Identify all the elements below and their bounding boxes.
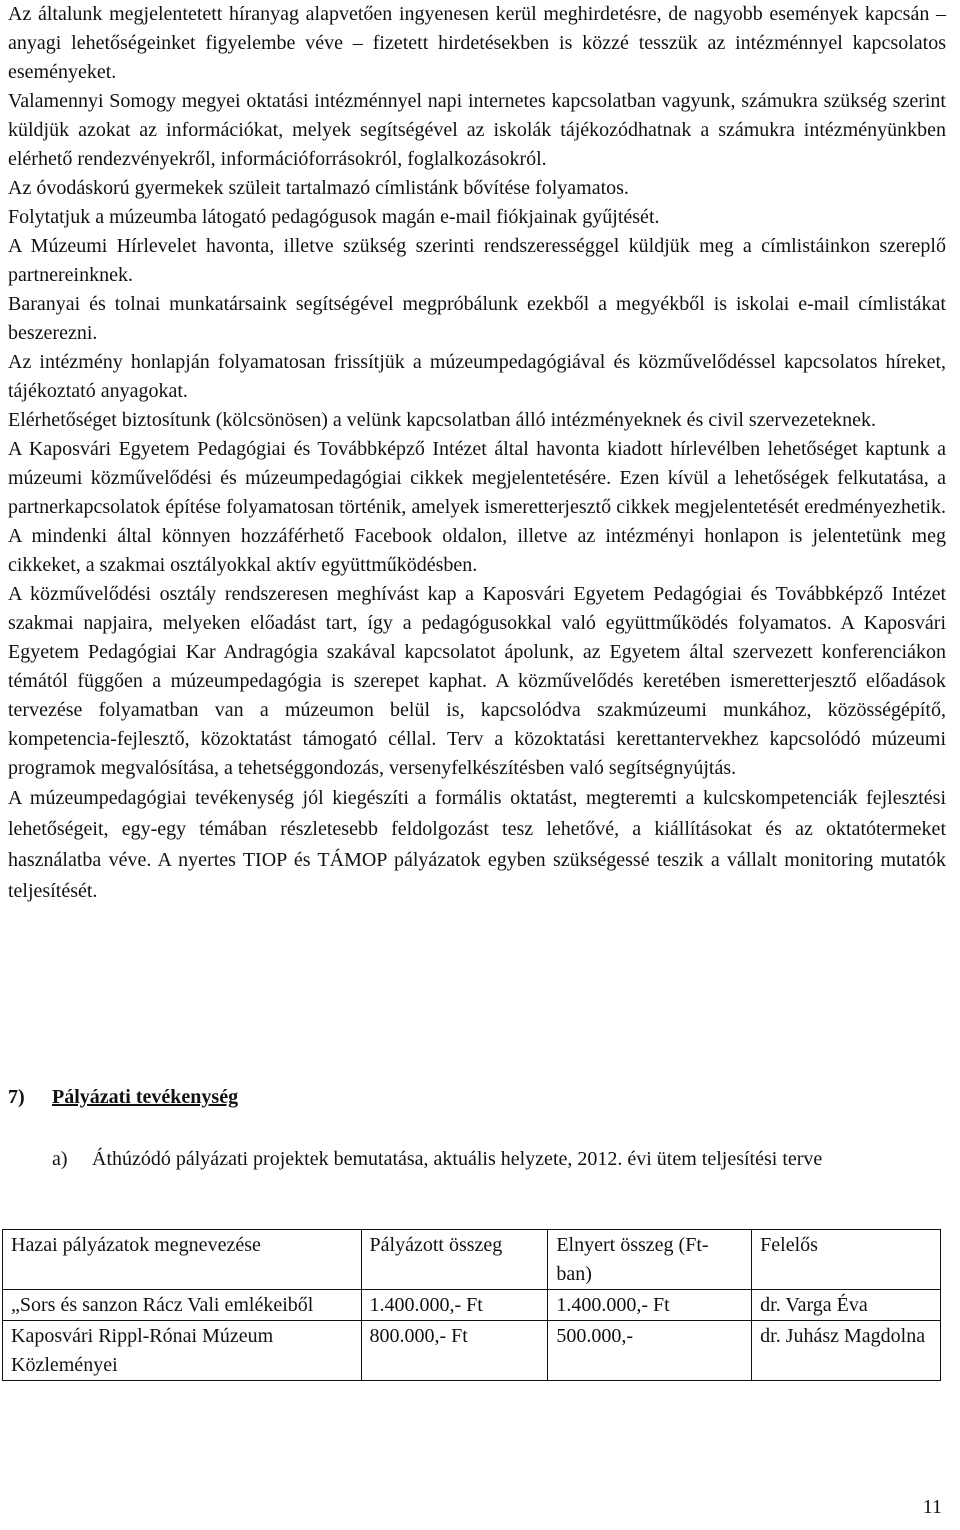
table-cell: 1.400.000,- Ft [548, 1290, 752, 1321]
table-cell: 1.400.000,- Ft [361, 1290, 548, 1321]
paragraph-baranya-tolna: Baranyai és tolnai munkatársaink segítségével megpróbálunk ezekből a megyékből is iskolai e-mail címlistákat beszerezni. [8, 293, 946, 344]
table-row [3, 1290, 941, 1321]
table-header-cell: Pályázott összeg [361, 1230, 548, 1290]
table-header-cell: Felelős [752, 1230, 941, 1290]
table-cell: dr. Juhász Magdolna [752, 1321, 941, 1381]
document-body [8, 0, 946, 907]
grants-table [2, 1229, 941, 1381]
table-cell: Kaposvári Rippl-Rónai Múzeum Közleményei [3, 1321, 362, 1381]
paragraph-museum-pedagogy: A múzeumpedagógiai tevékenység jól kiegészíti a formális oktatást, megteremti a kulcskompetenciák fejlesztési lehetőségeit, egy-egy témában részletesebb feldolgozást tesz lehetővé, a kiállításokat és az oktatótermeket használatba véve. A nyertes TIOP és TÁMOP pályázatok egyben szükségessé teszik a vállalt monitoring mutatók teljesítését. [8, 787, 946, 902]
page-number: 11 [922, 1496, 942, 1518]
table-header-cell: Elnyert összeg (Ft-ban) [548, 1230, 752, 1290]
paragraph-advertising: Az általunk megjelentetett híranyag alapvetően ingyenesen kerül meghirdetésre, de nagyobb események kapcsán – anyagi lehetőségeinket figyelembe véve – fizetett hirdetésekben is közzé tesszük az intézménnyel kapcsolatos eseményeket. [8, 3, 946, 83]
subsection-text: Áthúzódó pályázati projektek bemutatása, aktuális helyzete, 2012. évi ütem teljesítési terve [92, 1148, 823, 1170]
section-heading [8, 1086, 238, 1109]
table-cell: dr. Varga Éva [752, 1290, 941, 1321]
subsection-item [52, 1145, 942, 1174]
table-header-cell: Hazai pályázatok megnevezése [3, 1230, 362, 1290]
subsection-marker: a) [52, 1148, 68, 1170]
paragraph-accessibility: Elérhetőséget biztosítunk (kölcsönösen) a velünk kapcsolatban álló intézményeknek és civil szervezeteknek. [8, 409, 877, 431]
section-number: 7) [8, 1086, 25, 1108]
section-title: Pályázati tevékenység [52, 1086, 239, 1108]
table-cell: „Sors és sanzon Rácz Vali emlékeiből [3, 1290, 362, 1321]
paragraph-university-newsletter: A Kaposvári Egyetem Pedagógiai és Továbbképző Intézet által havonta kiadott hírlevélben lehetőséget kaptunk a múzeumi közművelődési és múzeumpedagógiai cikkek megjelentetésére. Ezen kívül a lehetőségek felkutatása, a partnerkapcsolatok építése folyamatosan történik, amelyek ismeretterjesztő cikkek megjelentetését eredményezhetik. A mindenki által könnyen hozzáférhető Facebook oldalon, illetve az intézményi honlapon is jelentetünk meg cikkeket, a szakmai osztályokkal aktív együttműködésben. [8, 438, 946, 576]
paragraph-website: Az intézmény honlapján folyamatosan frissítjük a múzeumpedagógiával és közművelődéssel kapcsolatos híreket, tájékoztató anyagokat. [8, 351, 946, 402]
paragraph-public-education-dept: A közművelődési osztály rendszeresen meghívást kap a Kaposvári Egyetem Pedagógiai és Továbbképző Intézet szakmai napjaira, melyeken előadást tart, így a pedagógusokkal való együttműködés folyamatos. A Kaposvári Egyetem Pedagógiai Kar Andragógia szakával kapcsolatot ápolunk, az Egyetem által szervezett konferenciákon témától függően a múzeumpedagógia is szerepet kaphat. A közművelődés keretében ismeretterjesztő előadások tervezése folyamatban van a múzeumon belül is, kapcsolódva szakmúzeumi munkához, közösségépítő, kompetencia-fejlesztő, közoktatást támogató céllal. Terv a közoktatási kerettantervekhez kapcsolódó múzeumi programok megvalósítása, a tehetséggondozás, versenyfelkészítésben való segítségnyújtás. [8, 583, 946, 779]
paragraph-school-contacts: Valamennyi Somogy megyei oktatási intézménnyel napi internetes kapcsolatban vagyunk, számukra szükség szerint küldjük azokat az információkat, melyek segítségével az iskolák tájékozódhatnak a számukra intézményünkben elérhető rendezvényekről, információforrásokról, foglalkozásokról. [8, 90, 946, 170]
table-header-row [3, 1230, 941, 1290]
paragraph-kindergarten-list: Az óvodáskorú gyermekek szüleit tartalmazó címlistánk bővítése folyamatos. [8, 177, 629, 199]
table-cell: 800.000,- Ft [361, 1321, 548, 1381]
paragraph-newsletter: A Múzeumi Hírlevelet havonta, illetve szükség szerinti rendszerességgel küldjük meg a címlistáinkon szereplő partnereinknek. [8, 235, 946, 286]
table-row [3, 1321, 941, 1381]
table-cell: 500.000,- [548, 1321, 752, 1381]
paragraph-teacher-emails: Folytatjuk a múzeumba látogató pedagógusok magán e-mail fiókjainak gyűjtését. [8, 206, 660, 228]
